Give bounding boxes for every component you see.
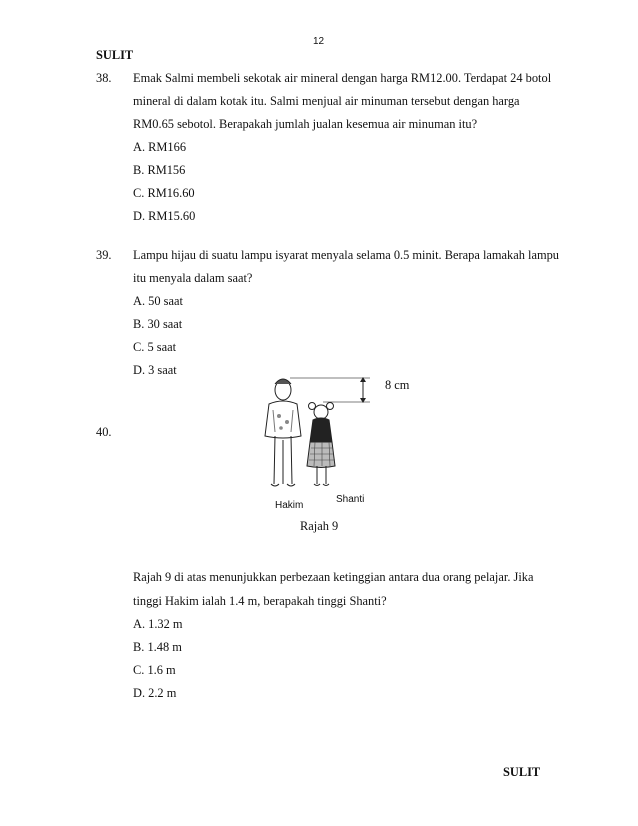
measure-label: 8 cm (385, 378, 410, 392)
figure-caption: Rajah 9 (300, 519, 339, 533)
header-sulit: SULIT (96, 48, 134, 62)
question-38-line-3: RM0.65 sebotol. Berapakah jumlah jualan kesemua air minuman itu? (133, 117, 478, 131)
question-39-option-d: D. 3 saat (133, 363, 177, 377)
boy-figure (265, 379, 301, 486)
question-40-number: 40. (96, 425, 112, 439)
girl-label: Shanti (336, 494, 365, 505)
question-40-option-c: C. 1.6 m (133, 663, 176, 677)
question-39-option-c: C. 5 saat (133, 340, 177, 354)
figure-rajah-9 (255, 370, 405, 510)
question-38-option-b: B. RM156 (133, 163, 186, 177)
question-38-number: 38. (96, 71, 112, 85)
question-39-line-1: Lampu hijau di suatu lampu isyarat menyala selama 0.5 minit. Berapa lamakah lampu (133, 248, 559, 262)
question-39-line-2: itu menyala dalam saat? (133, 271, 253, 285)
question-39-number: 39. (96, 248, 112, 262)
question-38-option-d: D. RM15.60 (133, 209, 196, 223)
question-40-option-b: B. 1.48 m (133, 640, 182, 654)
question-38-line-2: mineral di dalam kotak itu. Salmi menjual air minuman tersebut dengan harga (133, 94, 520, 108)
boy-label: Hakim (275, 500, 304, 511)
question-40-option-d: D. 2.2 m (133, 686, 177, 700)
question-39-option-a: A. 50 saat (133, 294, 183, 308)
question-39-option-b: B. 30 saat (133, 317, 183, 331)
question-38-option-c: C. RM16.60 (133, 186, 195, 200)
question-38-line-1: Emak Salmi membeli sekotak air mineral dengan harga RM12.00. Terdapat 24 botol (133, 71, 552, 85)
question-40-line-2: tinggi Hakim ialah 1.4 m, berapakah tinggi Shanti? (133, 594, 387, 608)
page-number: 12 (313, 36, 325, 47)
girl-figure (307, 403, 335, 486)
footer-sulit: SULIT (503, 765, 541, 779)
question-38-option-a: A. RM166 (133, 140, 187, 154)
question-40-line-1: Rajah 9 di atas menunjukkan perbezaan ketinggian antara dua orang pelajar. Jika (133, 570, 534, 584)
question-40-option-a: A. 1.32 m (133, 617, 183, 631)
